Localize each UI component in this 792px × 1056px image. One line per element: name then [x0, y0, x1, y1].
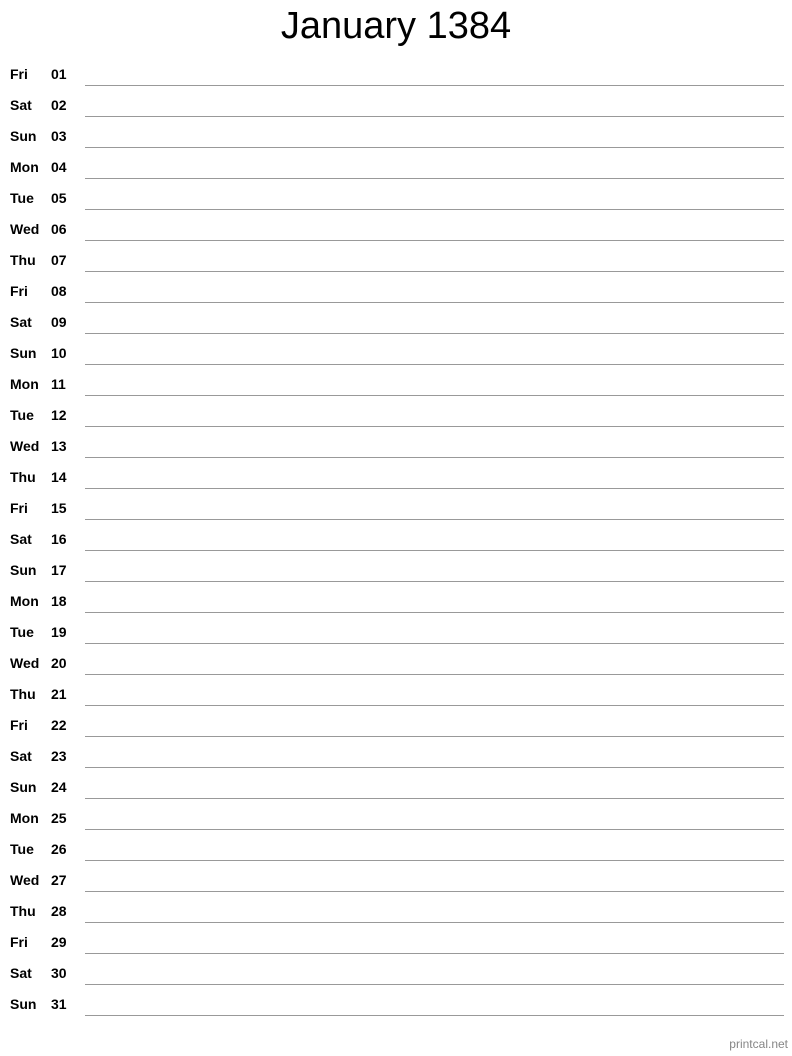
date-number-label: 23	[51, 748, 67, 764]
day-name-label: Fri	[10, 500, 28, 516]
day-name-label: Sun	[10, 345, 37, 361]
date-number-label: 14	[51, 469, 67, 485]
calendar-row	[0, 742, 792, 773]
calendar-row	[0, 308, 792, 339]
day-name-label: Thu	[10, 903, 36, 919]
note-line	[85, 643, 784, 644]
day-name-label: Sun	[10, 562, 37, 578]
calendar-row	[0, 339, 792, 370]
day-name-label: Mon	[10, 376, 39, 392]
day-name-label: Tue	[10, 407, 34, 423]
day-rows-list	[0, 60, 792, 1021]
date-number-label: 03	[51, 128, 67, 144]
note-line	[85, 147, 784, 148]
date-number-label: 08	[51, 283, 67, 299]
day-name-label: Wed	[10, 655, 40, 671]
date-number-label: 29	[51, 934, 67, 950]
calendar-row	[0, 91, 792, 122]
date-number-label: 09	[51, 314, 67, 330]
calendar-row	[0, 680, 792, 711]
calendar-row	[0, 525, 792, 556]
note-line	[85, 736, 784, 737]
note-line	[85, 767, 784, 768]
date-number-label: 30	[51, 965, 67, 981]
calendar-row	[0, 649, 792, 680]
note-line	[85, 674, 784, 675]
note-line	[85, 178, 784, 179]
calendar-row	[0, 928, 792, 959]
note-line	[85, 705, 784, 706]
note-line	[85, 922, 784, 923]
day-name-label: Tue	[10, 841, 34, 857]
calendar-row	[0, 153, 792, 184]
calendar-row	[0, 618, 792, 649]
day-name-label: Fri	[10, 934, 28, 950]
date-number-label: 15	[51, 500, 67, 516]
date-number-label: 31	[51, 996, 67, 1012]
date-number-label: 28	[51, 903, 67, 919]
calendar-row	[0, 494, 792, 525]
day-name-label: Sat	[10, 97, 32, 113]
date-number-label: 01	[51, 66, 67, 82]
note-line	[85, 612, 784, 613]
note-line	[85, 240, 784, 241]
note-line	[85, 457, 784, 458]
day-name-label: Tue	[10, 624, 34, 640]
date-number-label: 05	[51, 190, 67, 206]
note-line	[85, 1015, 784, 1016]
printcal-site-link[interactable]: printcal.net	[729, 1037, 788, 1051]
day-name-label: Mon	[10, 593, 39, 609]
day-name-label: Mon	[10, 810, 39, 826]
date-number-label: 17	[51, 562, 67, 578]
date-number-label: 11	[51, 376, 66, 392]
calendar-row	[0, 184, 792, 215]
date-number-label: 13	[51, 438, 67, 454]
calendar-row	[0, 773, 792, 804]
note-line	[85, 891, 784, 892]
calendar-row	[0, 804, 792, 835]
calendar-row	[0, 711, 792, 742]
day-name-label: Sat	[10, 314, 32, 330]
date-number-label: 07	[51, 252, 67, 268]
calendar-row	[0, 835, 792, 866]
day-name-label: Sun	[10, 779, 37, 795]
note-line	[85, 860, 784, 861]
calendar-title: January 1384	[280, 5, 512, 47]
day-name-label: Wed	[10, 221, 40, 237]
day-name-label: Tue	[10, 190, 34, 206]
date-number-label: 06	[51, 221, 67, 237]
note-line	[85, 829, 784, 830]
note-line	[85, 984, 784, 985]
note-line	[85, 333, 784, 334]
day-name-label: Fri	[10, 66, 28, 82]
date-number-label: 04	[51, 159, 67, 175]
date-number-label: 22	[51, 717, 67, 733]
note-line	[85, 364, 784, 365]
date-number-label: 21	[51, 686, 67, 702]
day-name-label: Sun	[10, 996, 37, 1012]
note-line	[85, 116, 784, 117]
calendar-row	[0, 122, 792, 153]
day-name-label: Fri	[10, 283, 28, 299]
note-line	[85, 550, 784, 551]
note-line	[85, 798, 784, 799]
date-number-label: 16	[51, 531, 67, 547]
date-number-label: 20	[51, 655, 67, 671]
note-line	[85, 953, 784, 954]
day-name-label: Thu	[10, 686, 36, 702]
day-name-label: Wed	[10, 872, 40, 888]
date-number-label: 19	[51, 624, 67, 640]
day-name-label: Sun	[10, 128, 37, 144]
note-line	[85, 271, 784, 272]
calendar-row	[0, 959, 792, 990]
date-number-label: 25	[51, 810, 67, 826]
calendar-row	[0, 897, 792, 928]
day-name-label: Thu	[10, 252, 36, 268]
date-number-label: 24	[51, 779, 67, 795]
note-line	[85, 209, 784, 210]
calendar-row	[0, 866, 792, 897]
date-number-label: 10	[51, 345, 67, 361]
day-name-label: Sat	[10, 748, 32, 764]
calendar-row	[0, 587, 792, 618]
day-name-label: Wed	[10, 438, 40, 454]
day-name-label: Sat	[10, 531, 32, 547]
note-line	[85, 488, 784, 489]
calendar-row	[0, 215, 792, 246]
calendar-row	[0, 556, 792, 587]
day-name-label: Sat	[10, 965, 32, 981]
note-line	[85, 302, 784, 303]
calendar-row	[0, 463, 792, 494]
date-number-label: 26	[51, 841, 67, 857]
calendar-row	[0, 370, 792, 401]
calendar-row	[0, 277, 792, 308]
calendar-row	[0, 246, 792, 277]
calendar-row	[0, 990, 792, 1021]
note-line	[85, 581, 784, 582]
note-line	[85, 395, 784, 396]
calendar-row	[0, 401, 792, 432]
date-number-label: 02	[51, 97, 67, 113]
date-number-label: 12	[51, 407, 67, 423]
note-line	[85, 85, 784, 86]
day-name-label: Thu	[10, 469, 36, 485]
note-line	[85, 519, 784, 520]
date-number-label: 27	[51, 872, 67, 888]
date-number-label: 18	[51, 593, 67, 609]
day-name-label: Fri	[10, 717, 28, 733]
calendar-row	[0, 432, 792, 463]
day-name-label: Mon	[10, 159, 39, 175]
calendar-row	[0, 60, 792, 91]
note-line	[85, 426, 784, 427]
